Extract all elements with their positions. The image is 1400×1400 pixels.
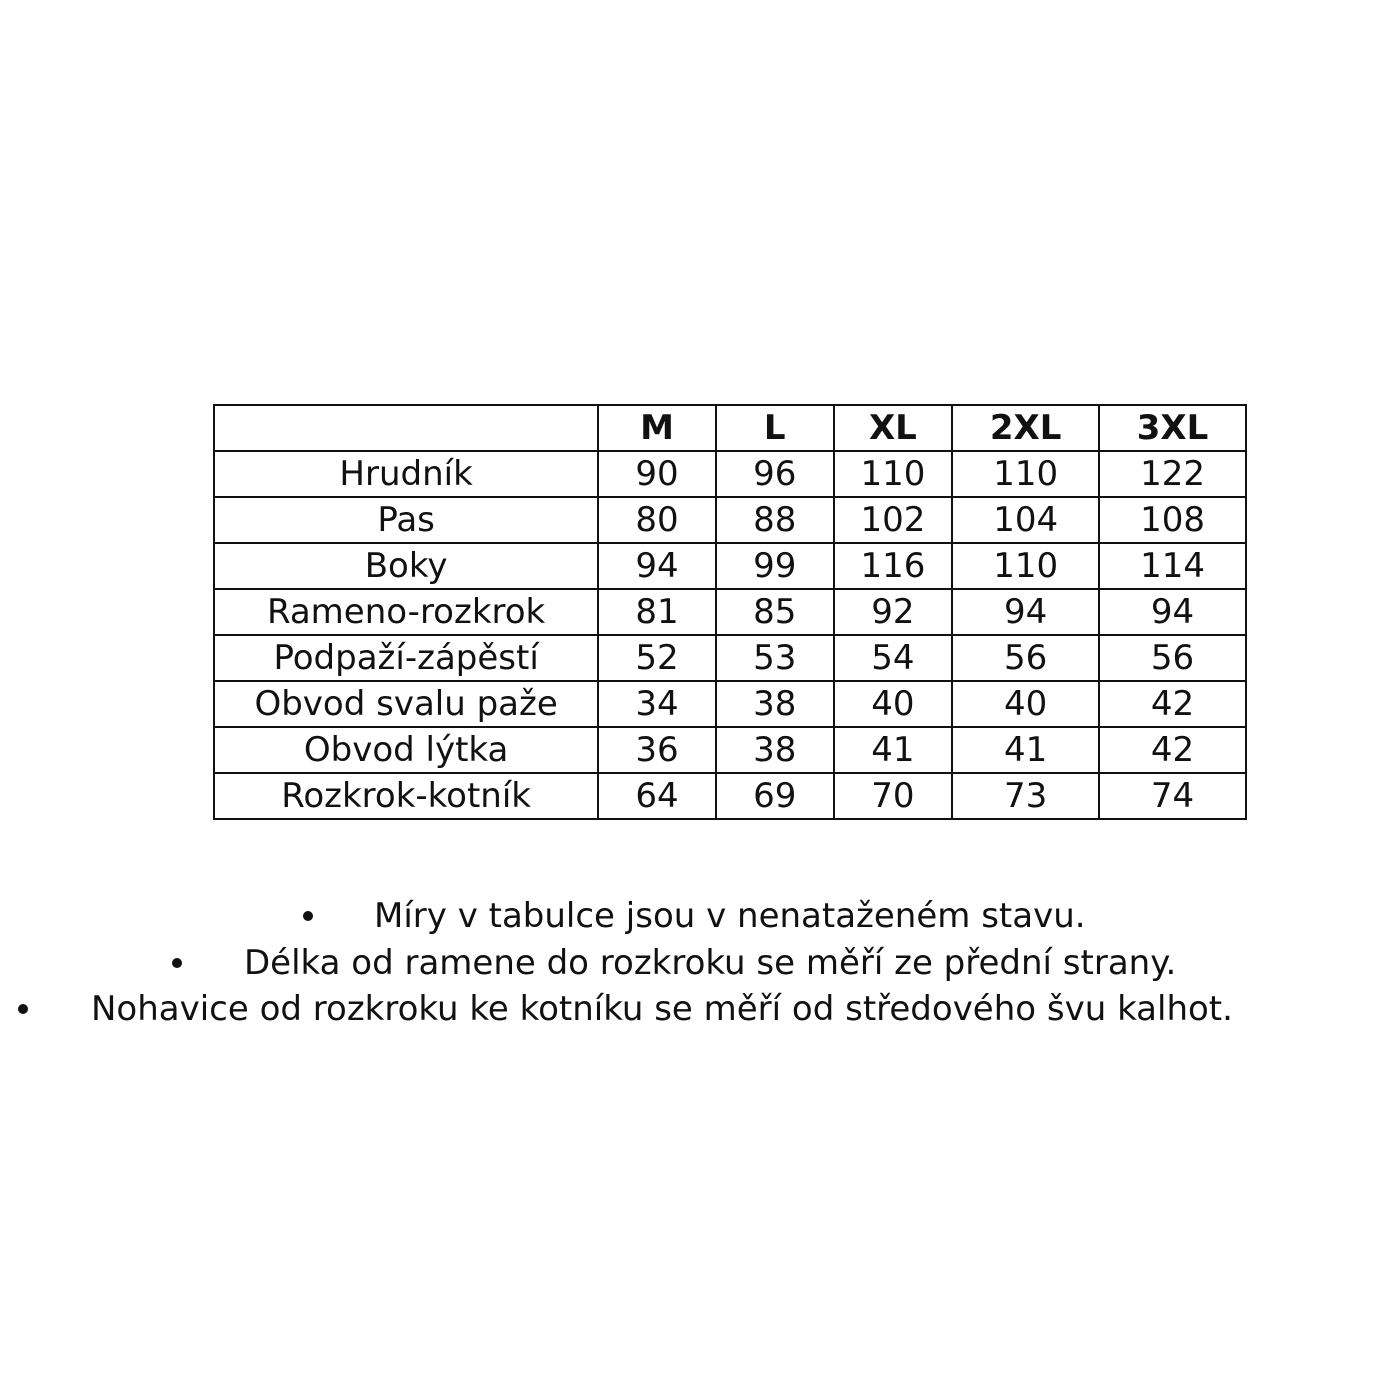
table-row bbox=[214, 589, 1246, 635]
table-row bbox=[214, 543, 1246, 589]
table-cell: 92 bbox=[834, 589, 953, 635]
size-header-m: M bbox=[598, 405, 716, 451]
table-cell: 110 bbox=[952, 451, 1099, 497]
table-row bbox=[214, 497, 1246, 543]
table-cell: 38 bbox=[716, 727, 834, 773]
table-cell: 110 bbox=[952, 543, 1099, 589]
table-cell: 42 bbox=[1099, 727, 1246, 773]
table-cell: 88 bbox=[716, 497, 834, 543]
table-cell: 73 bbox=[952, 773, 1099, 819]
table-cell: 116 bbox=[834, 543, 953, 589]
table-cell: 54 bbox=[834, 635, 953, 681]
table-cell: 104 bbox=[952, 497, 1099, 543]
row-label: Rozkrok-kotník bbox=[214, 773, 598, 819]
size-header-2xl: 2XL bbox=[952, 405, 1099, 451]
row-label: Obvod svalu paže bbox=[214, 681, 598, 727]
table-cell: 38 bbox=[716, 681, 834, 727]
table-cell: 122 bbox=[1099, 451, 1246, 497]
table-cell: 41 bbox=[952, 727, 1099, 773]
table-cell: 69 bbox=[716, 773, 834, 819]
table-cell: 99 bbox=[716, 543, 834, 589]
row-label: Rameno-rozkrok bbox=[214, 589, 598, 635]
table-row bbox=[214, 681, 1246, 727]
table-cell: 36 bbox=[598, 727, 716, 773]
row-label: Obvod lýtka bbox=[214, 727, 598, 773]
table-cell: 56 bbox=[952, 635, 1099, 681]
table-cell: 90 bbox=[598, 451, 716, 497]
bullet-icon bbox=[172, 958, 182, 968]
corner-cell bbox=[214, 405, 598, 451]
table-row bbox=[214, 773, 1246, 819]
table-row bbox=[214, 727, 1246, 773]
note-item: Nohavice od rozkroku ke kotníku se měří od středového švu kalhot. bbox=[91, 989, 1233, 1029]
table-cell: 85 bbox=[716, 589, 834, 635]
table-cell: 64 bbox=[598, 773, 716, 819]
table-cell: 70 bbox=[834, 773, 953, 819]
size-table bbox=[213, 404, 1247, 820]
table-cell: 40 bbox=[834, 681, 953, 727]
row-label: Boky bbox=[214, 543, 598, 589]
table-cell: 52 bbox=[598, 635, 716, 681]
table-row bbox=[214, 451, 1246, 497]
note-item: Délka od ramene do rozkroku se měří ze přední strany. bbox=[244, 943, 1177, 983]
table-cell: 42 bbox=[1099, 681, 1246, 727]
row-label: Hrudník bbox=[214, 451, 598, 497]
table-cell: 94 bbox=[952, 589, 1099, 635]
bullet-icon bbox=[18, 1004, 28, 1014]
table-cell: 41 bbox=[834, 727, 953, 773]
table-cell: 96 bbox=[716, 451, 834, 497]
size-header-l: L bbox=[716, 405, 834, 451]
table-cell: 94 bbox=[598, 543, 716, 589]
table-cell: 34 bbox=[598, 681, 716, 727]
row-label: Podpaží-zápěstí bbox=[214, 635, 598, 681]
size-header-3xl: 3XL bbox=[1099, 405, 1246, 451]
table-cell: 56 bbox=[1099, 635, 1246, 681]
table-cell: 40 bbox=[952, 681, 1099, 727]
row-label: Pas bbox=[214, 497, 598, 543]
table-cell: 114 bbox=[1099, 543, 1246, 589]
table-cell: 108 bbox=[1099, 497, 1246, 543]
table-cell: 81 bbox=[598, 589, 716, 635]
bullet-icon bbox=[303, 911, 313, 921]
size-header-xl: XL bbox=[834, 405, 953, 451]
table-cell: 74 bbox=[1099, 773, 1246, 819]
table-cell: 110 bbox=[834, 451, 953, 497]
table-cell: 53 bbox=[716, 635, 834, 681]
table-cell: 102 bbox=[834, 497, 953, 543]
note-item: Míry v tabulce jsou v nenataženém stavu. bbox=[374, 896, 1086, 936]
table-cell: 80 bbox=[598, 497, 716, 543]
header-row bbox=[214, 405, 1246, 451]
table-cell: 94 bbox=[1099, 589, 1246, 635]
table-row bbox=[214, 635, 1246, 681]
